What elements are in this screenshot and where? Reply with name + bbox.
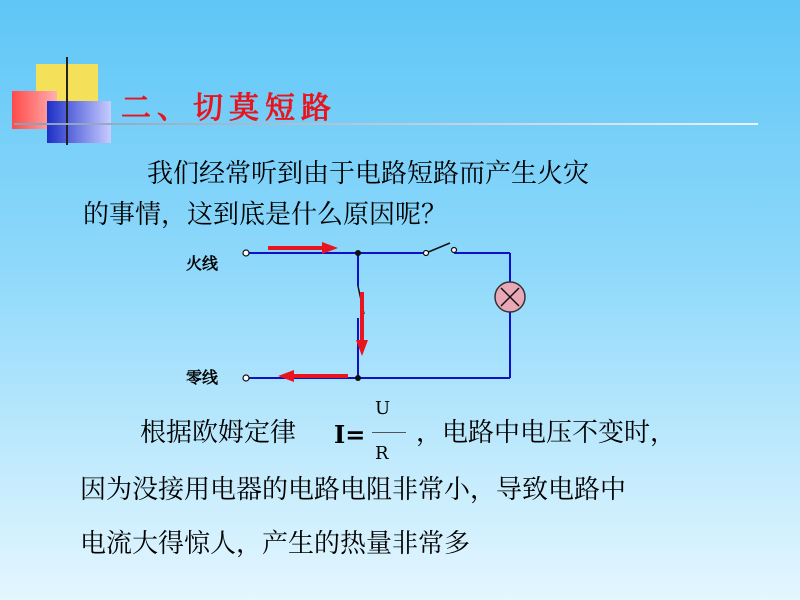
- intro-line-1: 我们经常听到由于电路短路而产生火灾: [147, 159, 590, 189]
- current-arrows: [268, 242, 368, 382]
- formula-numerator: U: [375, 398, 391, 419]
- explanation-line-3: 电流大得惊人，产生的热量非常多: [80, 529, 471, 559]
- x-lamp-icon: [495, 282, 525, 312]
- ohm-law-condition: ，电路中电压不变时，: [416, 418, 677, 448]
- live-wire-label: 火线: [186, 254, 219, 273]
- slide-title: 二、切莫短路: [121, 91, 337, 126]
- terminal-dots: [243, 248, 457, 382]
- explanation-line-2: 因为没接用电器的电路电阻非常小，导致电路中: [80, 475, 627, 505]
- arrow-neutral-left: [278, 370, 348, 382]
- neutral-terminal: [243, 375, 249, 381]
- switch-contact: [452, 248, 457, 253]
- neutral-wire-label: 零线: [186, 368, 219, 387]
- formula-fraction-bar: [372, 432, 406, 433]
- circuit-wires: [246, 253, 510, 378]
- ohm-law-intro: 根据欧姆定律: [140, 418, 297, 448]
- formula-current: I=: [334, 420, 366, 449]
- live-terminal: [243, 250, 249, 256]
- intro-line-2: 的事情，这到底是什么原因呢？: [83, 200, 448, 230]
- switch-pivot: [424, 251, 429, 256]
- lamp-switch-blade: [426, 243, 450, 253]
- junction-bottom: [355, 375, 361, 381]
- junction-top: [355, 250, 361, 256]
- formula-denominator: R: [375, 443, 389, 464]
